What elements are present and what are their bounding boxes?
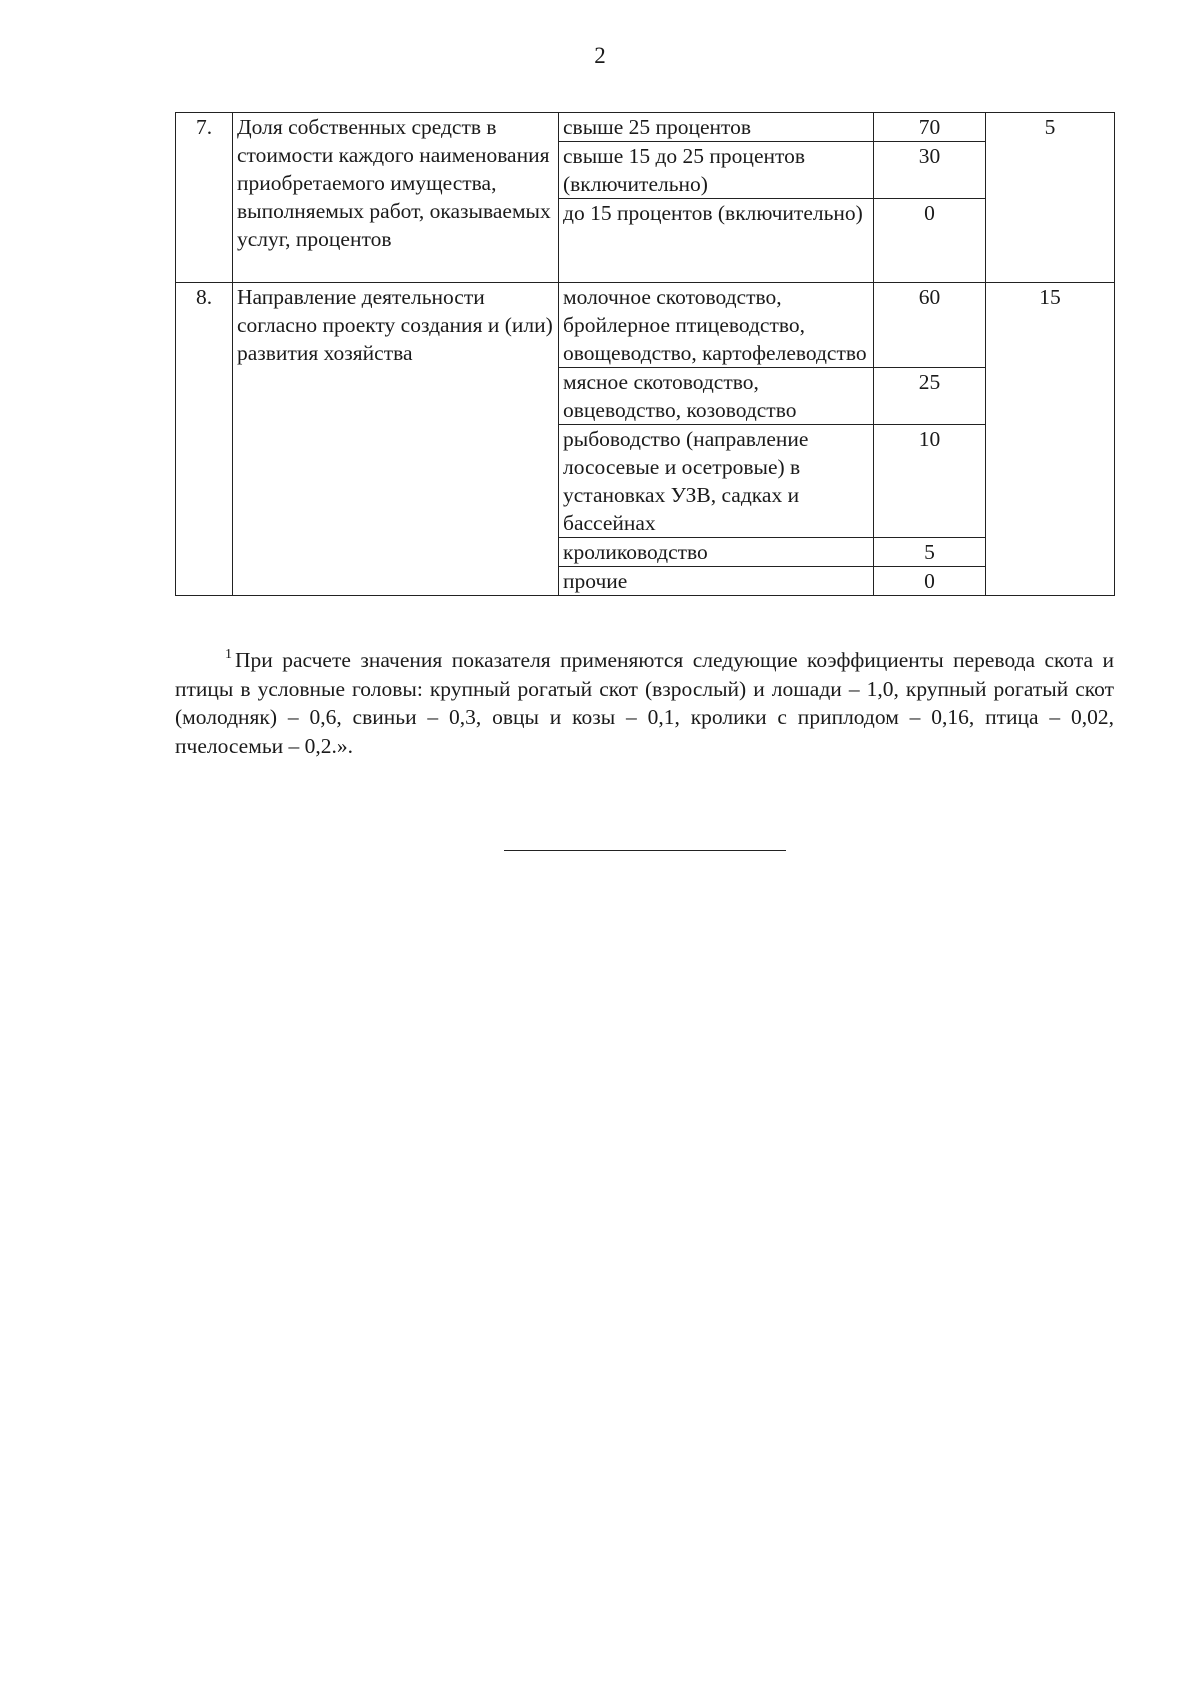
end-of-document-rule (504, 850, 786, 851)
option-label: прочие (559, 567, 874, 596)
option-label: мясное скотоводство, овцеводство, козоводство (559, 368, 874, 425)
footnote (175, 646, 1114, 760)
criterion-text: Доля собственных средств в стоимости каждого наименования приобретаемого имущества, выполняемых работ, оказываемых услуг, процентов (233, 113, 559, 283)
table-row (176, 283, 1115, 368)
option-label: свыше 25 процентов (559, 113, 874, 142)
option-score: 0 (874, 567, 986, 596)
option-score: 30 (874, 142, 986, 199)
option-label: рыбоводство (направление лососевые и осетровые) в установках УЗВ, садках и бассейнах (559, 425, 874, 538)
option-score: 60 (874, 283, 986, 368)
option-score: 5 (874, 538, 986, 567)
option-label: кролиководство (559, 538, 874, 567)
table-row (176, 113, 1115, 142)
option-score: 25 (874, 368, 986, 425)
option-label: молочное скотоводство, бройлерное птицеводство, овощеводство, картофелеводство (559, 283, 874, 368)
row-number: 7. (176, 113, 233, 283)
option-label: свыше 15 до 25 процентов (включительно) (559, 142, 874, 199)
option-score: 0 (874, 199, 986, 283)
footnote-text: При расчете значения показателя применяются следующие коэффициенты перевода скота и птицы в условные головы: крупный рогатый скот (взрослый) и лошади – 1,0, крупный рогатый скот (молодняк) – 0,6, свиньи – 0,3, овцы и козы – 0,1, кролики с приплодом – 0,16, птица – 0,02, пчелосемьи – 0,2.». (175, 648, 1114, 758)
criteria-table (175, 112, 1115, 596)
option-label: до 15 процентов (включительно) (559, 199, 874, 283)
criterion-text: Направление деятельности согласно проекту создания и (или) развития хозяйства (233, 283, 559, 596)
row-number: 8. (176, 283, 233, 596)
page-number: 2 (594, 43, 606, 68)
option-score: 70 (874, 113, 986, 142)
footnote-marker: 1 (225, 647, 232, 662)
criterion-weight: 15 (986, 283, 1115, 596)
criterion-weight: 5 (986, 113, 1115, 283)
option-score: 10 (874, 425, 986, 538)
